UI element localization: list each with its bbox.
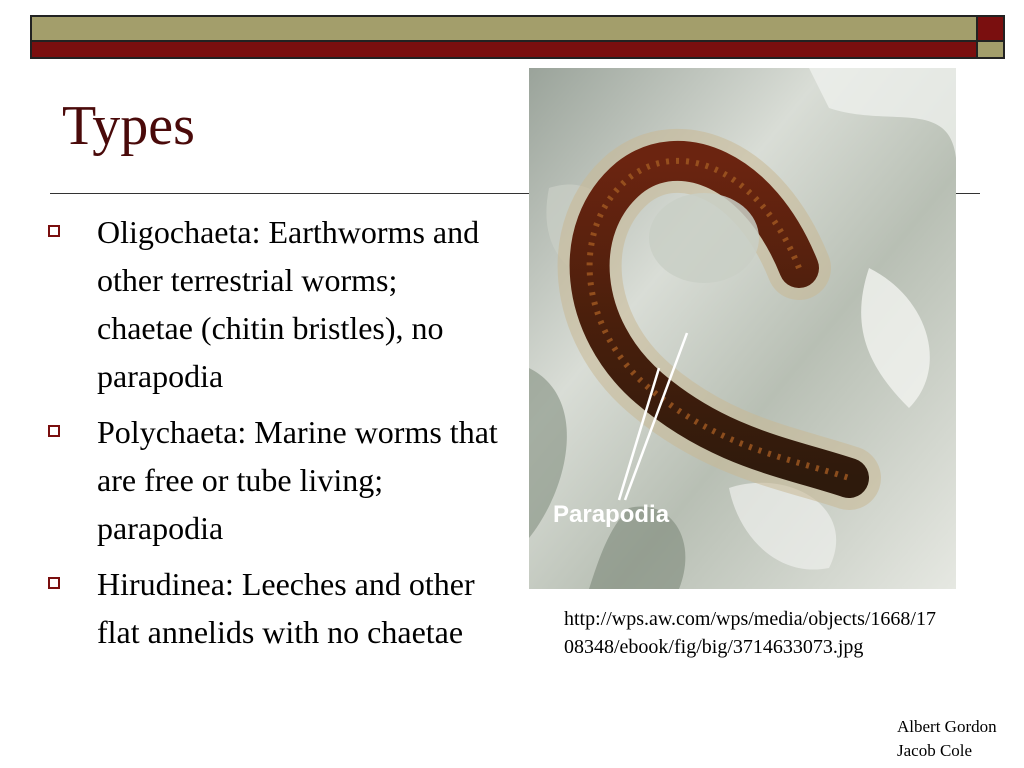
parapodia-label: Parapodia — [553, 501, 670, 528]
polychaete-worm-photo — [529, 68, 956, 589]
bullet-list — [48, 208, 498, 664]
bullet-item-polychaeta — [48, 408, 498, 552]
bullet-item-hirudinea — [48, 560, 498, 656]
header-decoration-bar — [30, 15, 1005, 59]
square-bullet-icon — [48, 425, 60, 437]
olive-square — [978, 42, 1005, 59]
bullet-text: Hirudinea: Leeches and other flat annelids with no chaetae — [97, 566, 475, 650]
slide-title: Types — [62, 95, 195, 157]
author-credit — [897, 715, 997, 763]
bullet-text: Polychaeta: Marine worms that are free or tube living; parapodia — [97, 414, 498, 546]
bullet-text: Oligochaeta: Earthworms and other terrestrial worms; chaetae (chitin bristles), no parapodia — [97, 214, 480, 394]
image-source-caption: http://wps.aw.com/wps/media/objects/1668/1708348/ebook/fig/big/3714633073.jpg — [564, 608, 936, 658]
maroon-bar — [30, 42, 978, 59]
bullet-item-oligochaeta — [48, 208, 498, 400]
square-bullet-icon — [48, 577, 60, 589]
olive-bar — [30, 15, 978, 42]
square-bullet-icon — [48, 225, 60, 237]
maroon-square — [978, 15, 1005, 42]
author-name: Albert Gordon — [897, 717, 997, 736]
author-name: Jacob Cole — [897, 741, 973, 760]
